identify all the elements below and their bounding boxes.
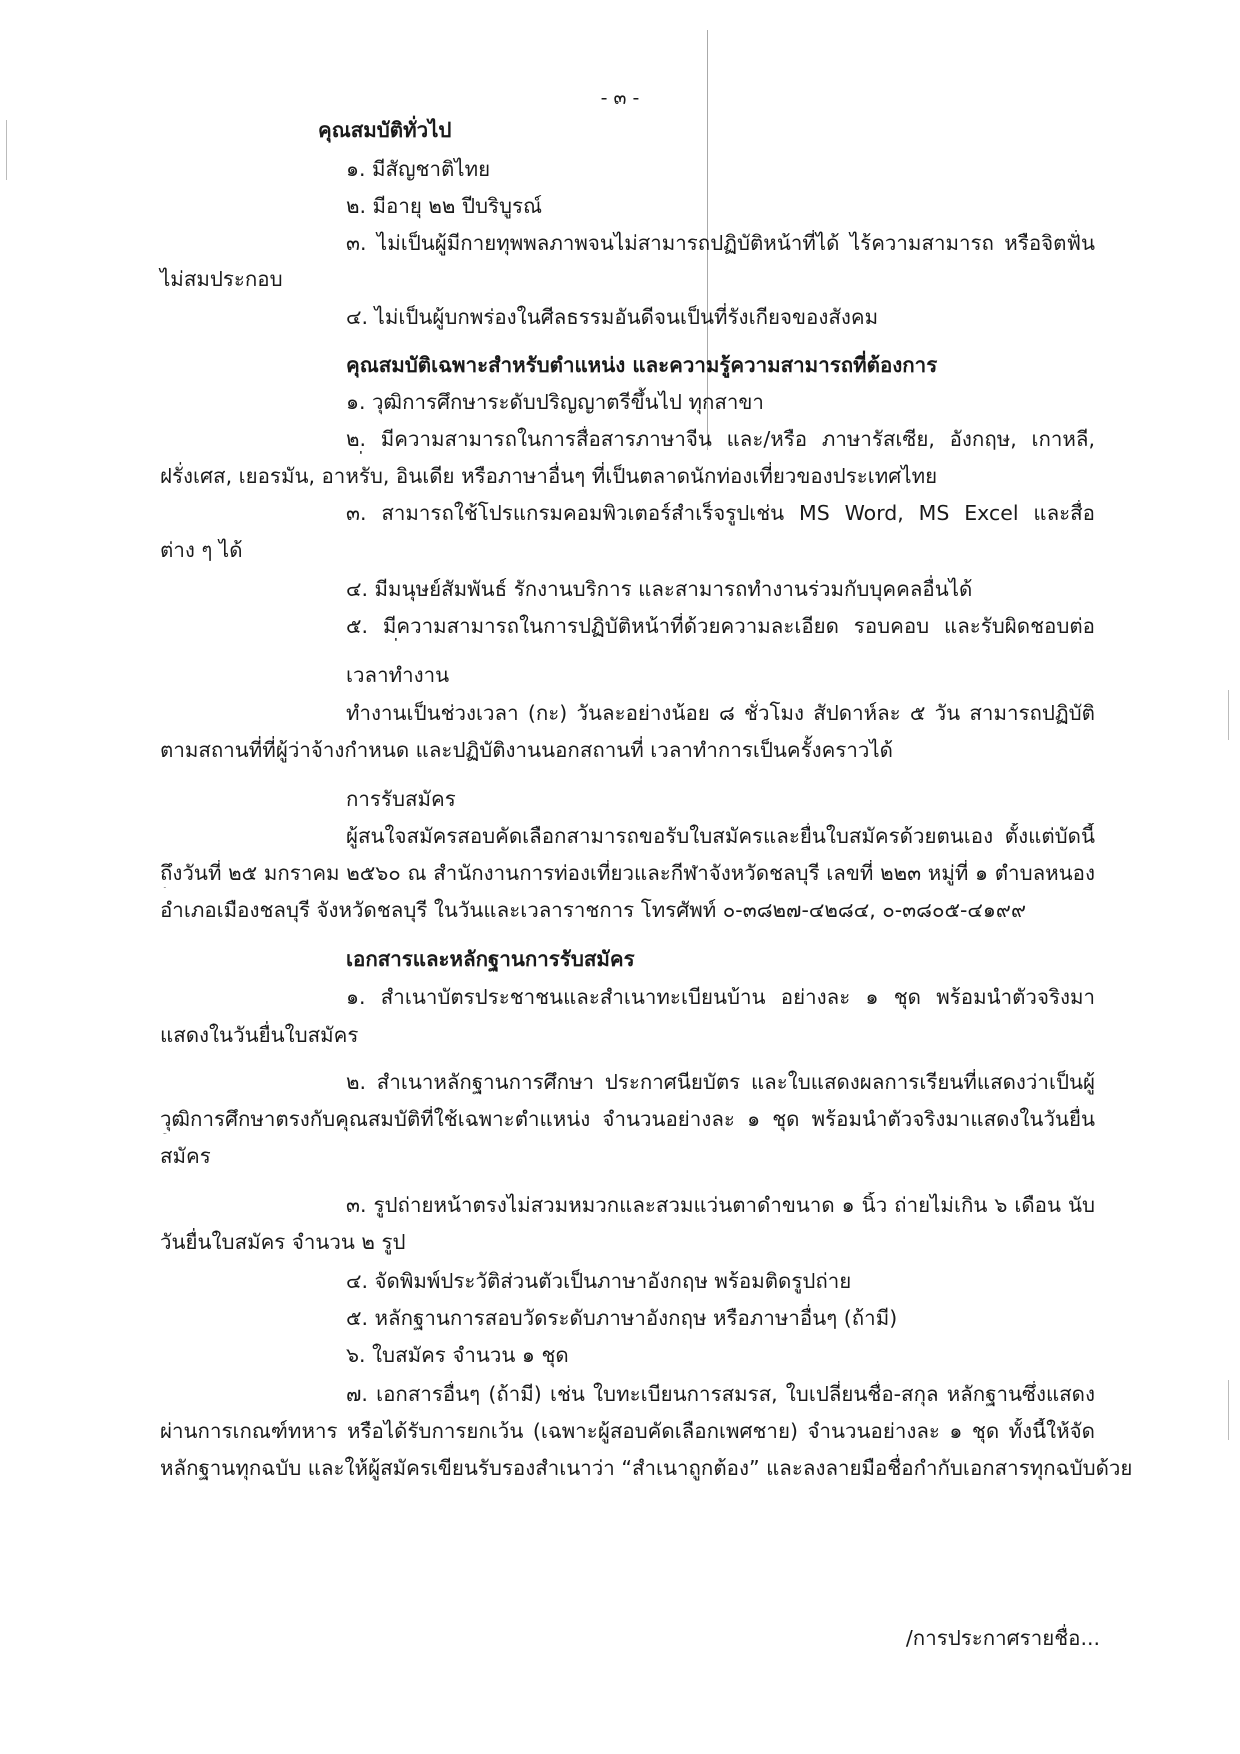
general-item: ๓. ไม่เป็นผู้มีกายทุพพลภาพจนไม่สามารถปฏิบัติหน้าที่ได้ ไร้ความสามารถ หรือจิตฟั่น <box>346 231 1095 255</box>
documents-line: ๓. รูปถ่ายหน้าตรงไม่สวมหมวกและสวมแว่นตาดำขนาด ๑ นิ้ว ถ่ายไม่เกิน ๖ เดือน นับ <box>346 1193 1095 1217</box>
specific-line: ๔. มีมนุษย์สัมพันธ์ รักงานบริการ และสามารถทำงานร่วมกับบุคคลอื่นได้ <box>346 577 973 601</box>
section-heading-working-time: เวลาทำงาน <box>346 663 450 687</box>
application-line: ถึงวันที่ ๒๕ มกราคม ๒๕๖๐ ณ สำนักงานการท่องเที่ยวและกีฬาจังหวัดชลบุรี เลขที่ ๒๒๓ หมู่ที่ ๑ ตำบลหนอง <box>160 861 1095 885</box>
documents-line: แสดงในวันยื่นใบสมัคร <box>160 1023 359 1047</box>
specific-line: ๕. มีความสามารถในการปฏิบัติหน้าที่ด้วยความละเอียด รอบคอบ และรับผิดชอบต่อ <box>346 614 1095 638</box>
section-heading-specific: คุณสมบัติเฉพาะสำหรับตำแหน่ง และความรู้ความสามารถที่ต้องการ <box>346 353 938 377</box>
documents-line: ๔. จัดพิมพ์ประวัติส่วนตัวเป็นภาษาอังกฤษ พร้อมติดรูปถ่าย <box>346 1269 852 1293</box>
documents-line: ผ่านการเกณฑ์ทหาร หรือได้รับการยกเว้น (เฉพาะผู้สอบคัดเลือกเพศชาย) จำนวนอย่างละ ๑ ชุด ทั้งนี้ให้จัด <box>160 1419 1095 1443</box>
scan-artifact-line <box>1228 690 1229 740</box>
documents-line: ๗. เอกสารอื่นๆ (ถ้ามี) เช่น ใบทะเบียนการสมรส, ใบเปลี่ยนชื่อ-สกุล หลักฐานซึ่งแสดง <box>346 1382 1095 1406</box>
page-number: - ๓ - <box>600 87 640 109</box>
specific-line: ๒. มีความสามารถในการสื่อสารภาษาจีน และ/หรือ ภาษารัสเซีย, อังกฤษ, เกาหลี, <box>346 427 1095 451</box>
working-time-line: ตามสถานที่ที่ผู้ว่าจ้างกำหนด และปฏิบัติงานนอกสถานที่ เวลาทำการเป็นครั้งคราวได้ <box>160 738 893 762</box>
section-heading-documents: เอกสารและหลักฐานการรับสมัคร <box>346 947 635 971</box>
scan-artifact-line <box>1228 1380 1229 1440</box>
documents-line: ๕. หลักฐานการสอบวัดระดับภาษาอังกฤษ หรือภาษาอื่นๆ (ถ้ามี) <box>346 1306 898 1330</box>
working-time-line: ทำงานเป็นช่วงเวลา (กะ) วันละอย่างน้อย ๘ ชั่วโมง สัปดาห์ละ ๕ วัน สามารถปฏิบัติ <box>346 701 1095 725</box>
next-page-indicator: /การประกาศรายชื่อ... <box>905 1626 1100 1650</box>
general-item-continuation: ไม่สมประกอบ <box>160 267 283 291</box>
specific-line: ๑. วุฒิการศึกษาระดับปริญญาตรีขึ้นไป ทุกสาขา <box>346 390 764 414</box>
general-item: ๔. ไม่เป็นผู้บกพร่องในศีลธรรมอันดีจนเป็นที่รังเกียจของสังคม <box>346 305 879 329</box>
documents-line: วันยื่นใบสมัคร จำนวน ๒ รูป <box>160 1230 406 1254</box>
section-heading-application: การรับสมัคร <box>346 787 456 811</box>
documents-line: ๒. สำเนาหลักฐานการศึกษา ประกาศนียบัตร และใบแสดงผลการเรียนที่แสดงว่าเป็นผู้ <box>346 1070 1095 1094</box>
general-item: ๒. มีอายุ ๒๒ ปีบริบูรณ์ <box>346 194 543 218</box>
general-item: ๑. มีสัญชาติไทย <box>346 157 491 181</box>
documents-line: ๖. ใบสมัคร จำนวน ๑ ชุด <box>346 1343 569 1367</box>
application-line: อำเภอเมืองชลบุรี จังหวัดชลบุรี ในวันและเวลาราชการ โทรศัพท์ ๐-๓๘๒๗-๔๒๘๔, ๐-๓๘๐๕-๔๑๙๙ <box>160 898 1026 922</box>
scan-artifact-line <box>6 120 7 180</box>
specific-line: ๓. สามารถใช้โปรแกรมคอมพิวเตอร์สำเร็จรูปเช่น MS Word, MS Excel และสื่อ <box>346 501 1095 525</box>
documents-line: ๑. สำเนาบัตรประชาชนและสำเนาทะเบียนบ้าน อย่างละ ๑ ชุด พร้อมนำตัวจริงมา <box>346 985 1095 1009</box>
documents-line: วุฒิการศึกษาตรงกับคุณสมบัติที่ใช้เฉพาะตำแหน่ง จำนวนอย่างละ ๑ ชุด พร้อมนำตัวจริงมาแสดงในวันยื่น <box>160 1107 1095 1131</box>
section-heading-general: คุณสมบัติทั่วไป <box>318 118 452 142</box>
specific-line: ฝรั่งเศส, เยอรมัน, อาหรับ, อินเดีย หรือภาษาอื่นๆ ที่เป็นตลาดนักท่องเที่ยวของประเทศไทย <box>160 464 938 488</box>
application-line: ผู้สนใจสมัครสอบคัดเลือกสามารถขอรับใบสมัครและยื่นใบสมัครด้วยตนเอง ตั้งแต่บัดนี้ <box>346 824 1095 848</box>
documents-line: สมัคร <box>160 1144 211 1168</box>
documents-line: หลักฐานทุกฉบับ และให้ผู้สมัครเขียนรับรองสำเนาว่า “สำเนาถูกต้อง” และลงลายมือชื่อกำกับเอกสารทุกฉบับด้วย <box>160 1456 1133 1480</box>
specific-line: ต่าง ๆ ได้ <box>160 538 243 562</box>
